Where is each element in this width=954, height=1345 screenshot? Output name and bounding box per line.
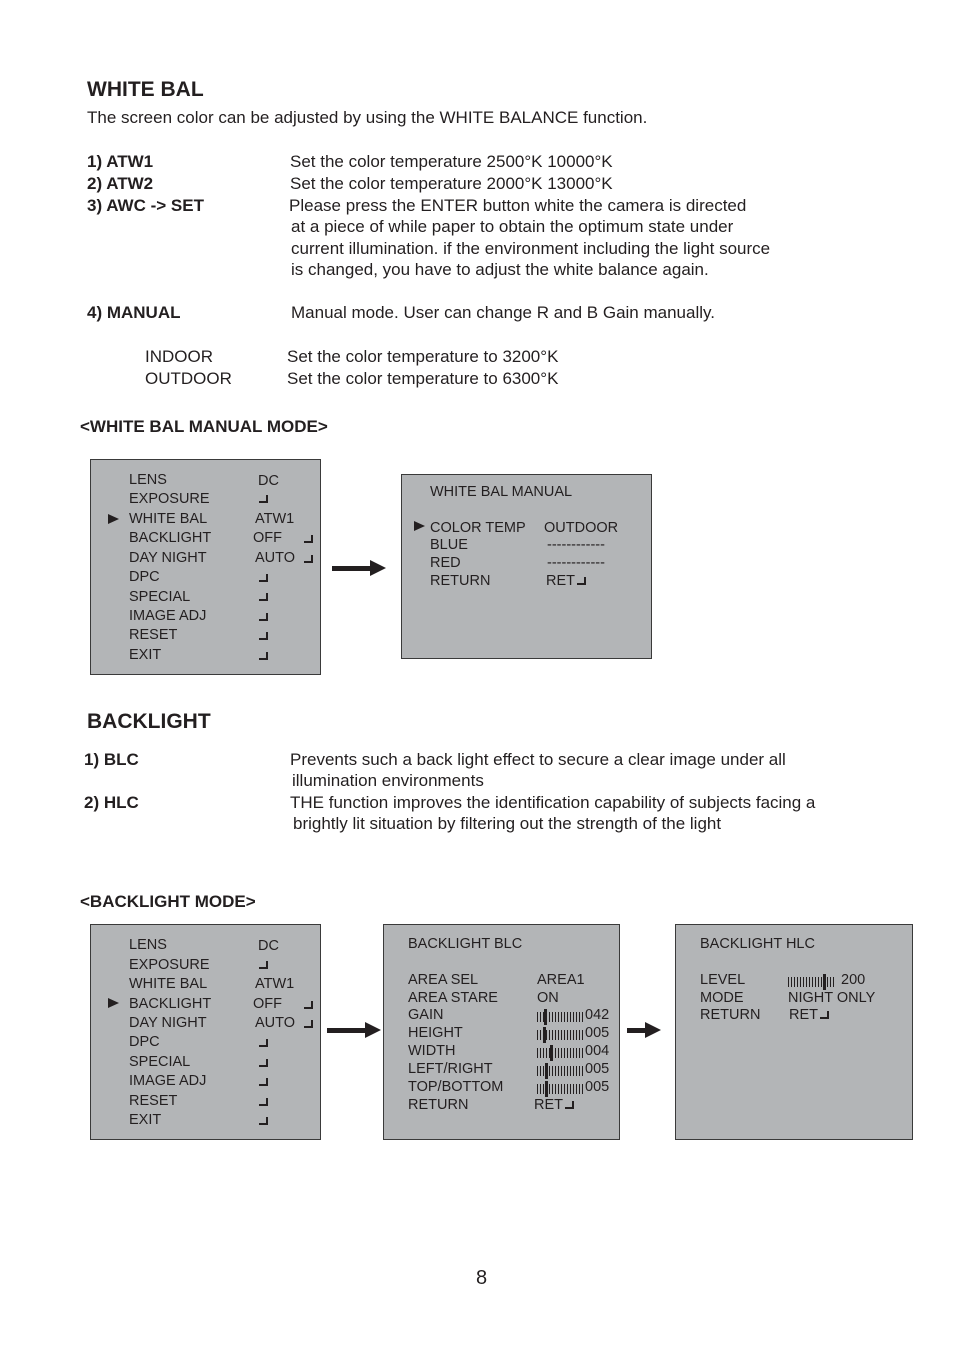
menu-value-backlight: OFF — [253, 530, 282, 546]
wb-manual-menu-title: WHITE BAL MANUAL — [430, 484, 573, 500]
enter-icon — [257, 1094, 268, 1110]
white-bal-intro: The screen color can be adjusted by using the WHITE BALANCE function. — [87, 108, 648, 127]
wb-manual-item-blue: BLUE — [430, 537, 468, 553]
page-number: 8 — [476, 1267, 488, 1289]
blc-value-left-right: 005 — [585, 1061, 610, 1077]
menu-item-dpc: DPC — [129, 1034, 160, 1050]
menu-item-image-adj: IMAGE ADJ — [129, 608, 207, 624]
wb-manual-item-return: RETURN — [430, 573, 491, 589]
menu-item-white-bal: WHITE BAL — [129, 511, 208, 527]
wb-manual-item-color-temp: COLOR TEMP — [430, 520, 526, 536]
menu-item-backlight: BACKLIGHT — [129, 996, 212, 1012]
hlc-value-mode: NIGHT ONLY — [788, 990, 876, 1006]
indoor-desc: Set the color temperature to 3200°K — [287, 347, 559, 366]
menu-item-exposure: EXPOSURE — [129, 957, 210, 973]
blc-item-area-stare: AREA STARE — [408, 990, 498, 1006]
menu-value-lens: DC — [258, 938, 279, 954]
right-arrow-icon — [627, 1028, 647, 1033]
blc-item-top-bottom: TOP/BOTTOM — [408, 1079, 504, 1095]
blc-value-height: 005 — [585, 1025, 610, 1041]
atw2-desc: Set the color temperature 2000°K 13000°K — [290, 174, 613, 193]
top-bottom-level-marker — [545, 1081, 548, 1097]
menu-item-special: SPECIAL — [129, 1054, 191, 1070]
blc-item-return: RETURN — [408, 1097, 469, 1113]
enter-icon — [302, 531, 313, 547]
menu-item-backlight: BACKLIGHT — [129, 530, 212, 546]
enter-icon — [257, 648, 268, 664]
main-menu-panel — [90, 924, 321, 1140]
menu-item-special: SPECIAL — [129, 589, 191, 605]
hlc-label: 2) HLC — [84, 793, 139, 812]
blc-menu-panel — [383, 924, 620, 1140]
blc-item-left-right: LEFT/RIGHT — [408, 1061, 493, 1077]
blc-label: 1) BLC — [84, 750, 139, 769]
menu-item-exit: EXIT — [129, 647, 162, 663]
outdoor-desc: Set the color temperature to 6300°K — [287, 369, 559, 388]
enter-icon — [257, 491, 268, 507]
wb-manual-value-blue: ------------ — [547, 537, 605, 553]
menu-item-exit: EXIT — [129, 1112, 162, 1128]
hlc-item-return: RETURN — [700, 1007, 761, 1023]
right-arrow-icon — [332, 566, 372, 571]
blc-item-height: HEIGHT — [408, 1025, 463, 1041]
menu-item-white-bal: WHITE BAL — [129, 976, 208, 992]
hlc-value-return: RET — [789, 1007, 829, 1023]
enter-icon — [257, 1113, 268, 1129]
blc-desc-line: illumination environments — [292, 771, 484, 790]
main-menu-panel — [90, 459, 321, 675]
left-right-level-marker — [545, 1063, 548, 1079]
blc-item-area-sel: AREA SEL — [408, 972, 479, 988]
blc-value-area-stare: ON — [537, 990, 559, 1006]
selection-pointer-icon — [108, 998, 119, 1008]
atw1-label: 1) ATW1 — [87, 152, 154, 171]
hlc-desc-line: brightly lit situation by filtering out the strength of the light — [293, 814, 722, 833]
menu-value-white-bal: ATW1 — [255, 511, 295, 527]
menu-value-lens: DC — [258, 473, 279, 489]
outdoor-label: OUTDOOR — [145, 369, 232, 388]
backlight-title: BACKLIGHT — [87, 710, 211, 733]
blc-item-width: WIDTH — [408, 1043, 456, 1059]
level-bar — [788, 977, 836, 987]
menu-item-reset: RESET — [129, 627, 178, 643]
menu-value-backlight: OFF — [253, 996, 282, 1012]
hlc-menu-title: BACKLIGHT HLC — [700, 936, 815, 952]
awc-desc-line: at a piece of while paper to obtain the optimum state under — [291, 217, 734, 236]
blc-value-area-sel: AREA1 — [537, 972, 585, 988]
wb-manual-value-color-temp: OUTDOOR — [544, 520, 619, 536]
menu-value-white-bal: ATW1 — [255, 976, 295, 992]
gain-level-marker — [544, 1009, 547, 1025]
height-level-marker — [543, 1027, 546, 1043]
enter-icon — [257, 609, 268, 625]
enter-icon — [257, 589, 268, 605]
manual-desc: Manual mode. User can change R and B Gain manually. — [291, 303, 715, 322]
menu-item-day-night: DAY NIGHT — [129, 550, 207, 566]
awc-desc-line: is changed, you have to adjust the white balance again. — [291, 260, 709, 279]
blc-value-gain: 042 — [585, 1007, 610, 1023]
enter-icon — [302, 997, 313, 1013]
indoor-label: INDOOR — [145, 347, 213, 366]
menu-item-reset: RESET — [129, 1093, 178, 1109]
wb-manual-value-return: RET — [546, 573, 586, 589]
enter-icon — [257, 957, 268, 973]
wb-manual-mode-heading: <WHITE BAL MANUAL MODE> — [80, 417, 328, 436]
menu-item-image-adj: IMAGE ADJ — [129, 1073, 207, 1089]
menu-item-day-night: DAY NIGHT — [129, 1015, 207, 1031]
backlight-mode-heading: <BACKLIGHT MODE> — [80, 892, 256, 911]
blc-desc-line: Prevents such a back light effect to secure a clear image under all — [290, 750, 786, 769]
hlc-item-mode: MODE — [700, 990, 744, 1006]
hlc-value-level: 200 — [841, 972, 866, 988]
hlc-item-level: LEVEL — [700, 972, 746, 988]
enter-icon — [257, 1055, 268, 1071]
menu-value-day-night: AUTO — [255, 550, 296, 566]
width-level-marker — [550, 1045, 553, 1061]
selection-pointer-icon — [108, 514, 119, 524]
awc-desc-line: current illumination. if the environment including the light source — [291, 239, 771, 258]
enter-icon — [257, 1074, 268, 1090]
hlc-desc-line: THE function improves the identification capability of subjects facing a — [290, 793, 816, 812]
enter-icon — [257, 570, 268, 586]
menu-item-lens: LENS — [129, 937, 167, 953]
menu-value-day-night: AUTO — [255, 1015, 296, 1031]
manual-label: 4) MANUAL — [87, 303, 181, 322]
enter-icon — [257, 628, 268, 644]
blc-menu-title: BACKLIGHT BLC — [408, 936, 523, 952]
selection-pointer-icon — [414, 521, 425, 531]
atw1-desc: Set the color temperature 2500°K 10000°K — [290, 152, 613, 171]
menu-item-exposure: EXPOSURE — [129, 491, 210, 507]
right-arrow-icon — [327, 1028, 367, 1033]
awc-desc-line: Please press the ENTER button white the camera is directed — [289, 196, 747, 215]
blc-value-width: 004 — [585, 1043, 610, 1059]
hlc-menu-panel — [675, 924, 913, 1140]
menu-item-dpc: DPC — [129, 569, 160, 585]
wb-manual-menu-panel — [401, 474, 652, 659]
level-marker — [823, 974, 826, 990]
white-bal-title: WHITE BAL — [87, 78, 204, 101]
wb-manual-value-red: ------------ — [547, 555, 605, 571]
blc-value-top-bottom: 005 — [585, 1079, 610, 1095]
menu-item-lens: LENS — [129, 472, 167, 488]
enter-icon — [302, 1016, 313, 1032]
awc-label: 3) AWC -> SET — [87, 196, 204, 215]
blc-value-return: RET — [534, 1097, 574, 1113]
enter-icon — [302, 551, 313, 567]
wb-manual-item-red: RED — [430, 555, 461, 571]
width-level-bar — [537, 1048, 585, 1058]
blc-item-gain: GAIN — [408, 1007, 444, 1023]
enter-icon — [257, 1035, 268, 1051]
atw2-label: 2) ATW2 — [87, 174, 154, 193]
